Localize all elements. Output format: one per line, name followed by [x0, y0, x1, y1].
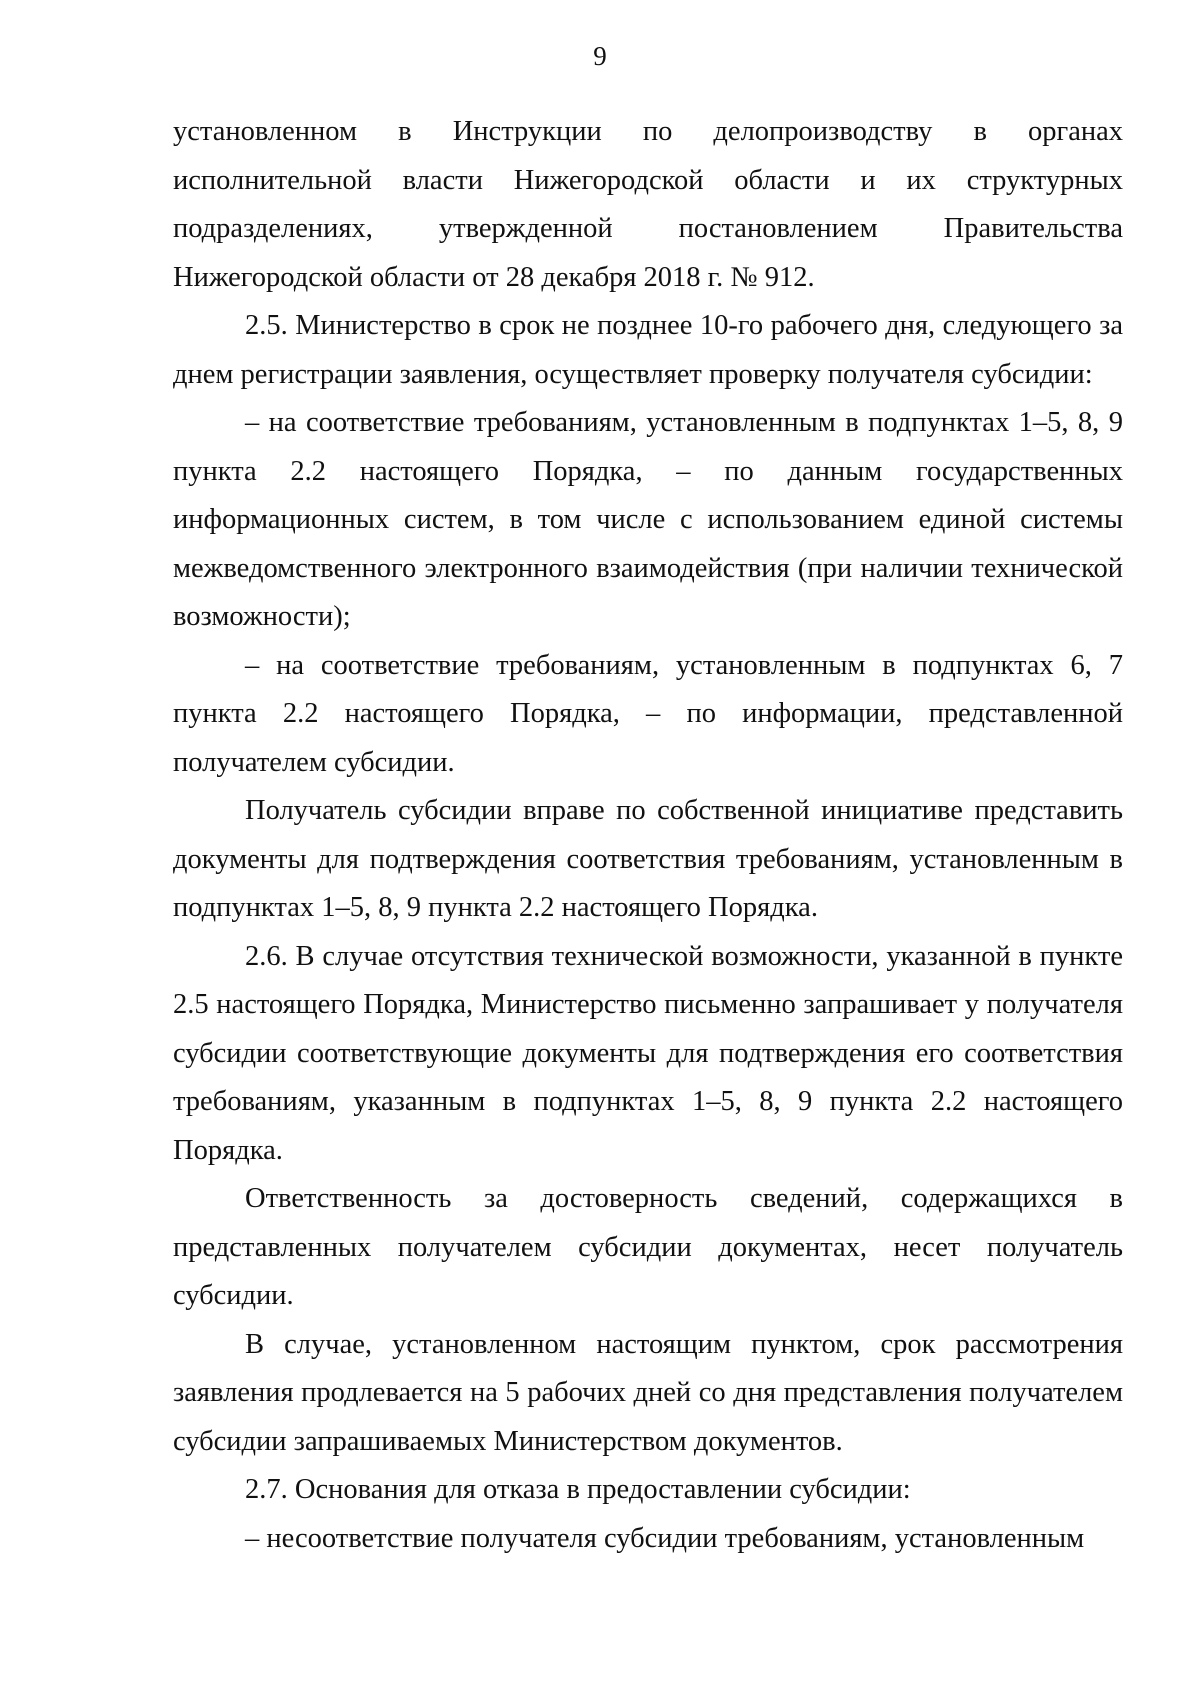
list-item-check-info: – на соответствие требованиям, установленным в подпунктах 6, 7 пункта 2.2 настоящего Порядка, – по информации, представленной получателем субсидии.: [173, 649, 1123, 778]
list-item-nonconformity: – несоответствие получателя субсидии требованиям, установленным: [245, 1522, 1085, 1554]
list-item-check-gis: – на соответствие требованиям, установленным в подпунктах 1–5, 8, 9 пункта 2.2 настоящего Порядка, – по данным государственных информационных систем, в том числе с использованием единой системы межведомственного электронного взаимодействия (при наличии технической возможности);: [173, 407, 1123, 632]
paragraph-continuation: установленном в Инструкции по делопроизводству в органах исполнительной власти Нижегородской области и их структурных подразделениях, утвержденной постановлением Правительства Нижегородской области от 28 декабря 2018 г. № 912.: [173, 116, 1123, 293]
paragraph-recipient-right: Получатель субсидии вправе по собственной инициативе представить документы для подтверждения соответствия требованиям, установленным в подпунктах 1–5, 8, 9 пункта 2.2 настоящего Порядка.: [173, 795, 1123, 923]
page-number: 9: [593, 41, 607, 71]
document-body: [173, 108, 1123, 1563]
paragraph-2-6: 2.6. В случае отсутствия технической возможности, указанной в пункте 2.5 настоящего Порядка, Министерство письменно запрашивает у получателя субсидии соответствующие документы для подтверждения его соответствия требованиям, указанным в подпунктах 1–5, 8, 9 пункта 2.2 настоящего Порядка.: [173, 940, 1123, 1166]
paragraph-2-5: 2.5. Министерство в срок не позднее 10-го рабочего дня, следующего за днем регистрации заявления, осуществляет проверку получателя субсидии:: [173, 310, 1123, 390]
paragraph-responsibility: Ответственность за достоверность сведений, содержащихся в представленных получателем субсидии документах, несет получатель субсидии.: [173, 1183, 1123, 1311]
paragraph-2-7: 2.7. Основания для отказа в предоставлении субсидии:: [245, 1474, 911, 1505]
paragraph-term-extension: В случае, установленном настоящим пунктом, срок рассмотрения заявления продлевается на 5 рабочих дней со дня представления получателем субсидии запрашиваемых Министерством документов.: [173, 1328, 1123, 1457]
